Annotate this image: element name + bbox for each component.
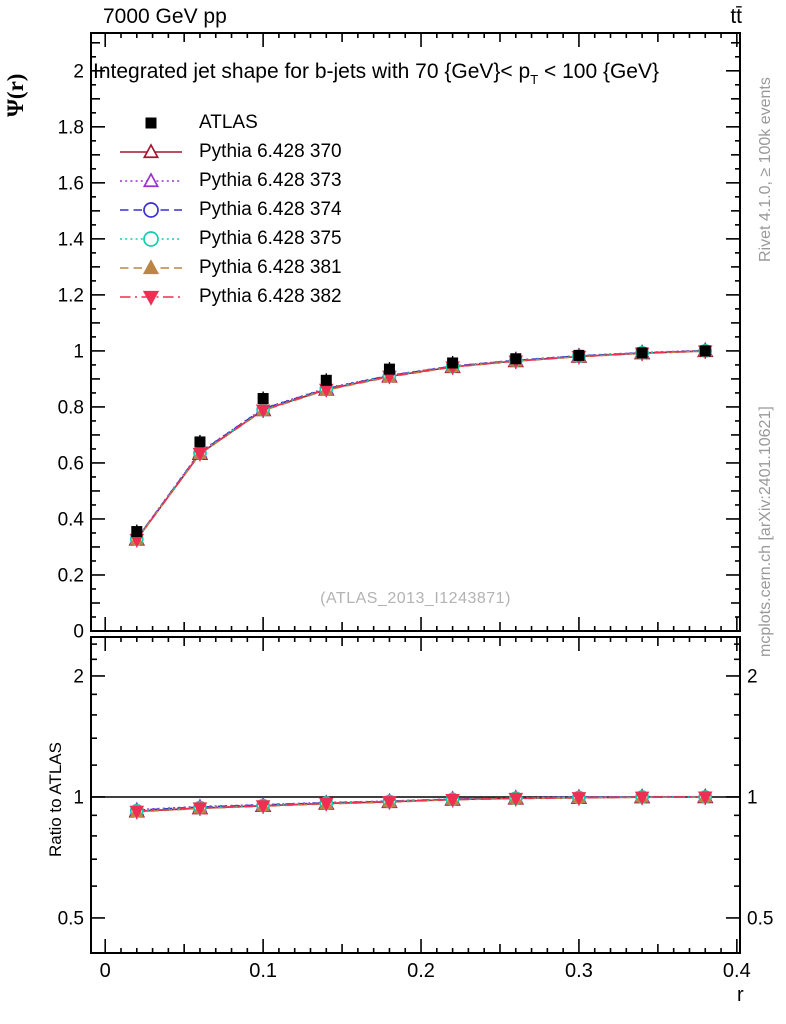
ratio-y-tick-label: 2 <box>73 666 84 688</box>
main-y-tick-label: 0 <box>73 621 84 643</box>
legend-item-pythia-6-428-373 <box>118 166 342 195</box>
y-axis-title: Ψ(r) <box>3 73 28 117</box>
ratio-line-3 <box>137 797 705 811</box>
legend <box>118 108 342 311</box>
series-line-5 <box>137 351 705 540</box>
main-y-tick-label: 1.4 <box>57 229 84 251</box>
legend-label: Pythia 6.428 382 <box>199 285 342 307</box>
legend-label: Pythia 6.428 373 <box>199 169 342 191</box>
main-y-tick-label: 0.8 <box>57 397 84 419</box>
main-y-tick-label: 1 <box>73 341 84 363</box>
ratio-y-tick-label-right: 2 <box>747 666 758 688</box>
process-label: tt̄ <box>730 5 742 28</box>
ratio-y-tick-label-right: 1 <box>747 787 758 809</box>
ratio-line-0 <box>137 797 705 811</box>
ratio-y-tick-label: 1 <box>73 787 84 809</box>
legend-item-pythia-6-428-374 <box>118 195 342 224</box>
ratio-axis-title: Ratio to ATLAS <box>46 742 65 857</box>
x-axis-title: r <box>737 984 744 1006</box>
legend-marker-series <box>118 168 184 194</box>
main-y-tick-label: 1.6 <box>57 173 84 195</box>
legend-item-pythia-6-428-382 <box>118 282 342 311</box>
main-y-tick-label: 1.8 <box>57 117 84 139</box>
main-y-tick-label: 1.2 <box>57 285 84 307</box>
series-line-3 <box>137 351 705 539</box>
ratio-line-4 <box>137 797 705 812</box>
main-y-tick-label: 0.6 <box>57 453 84 475</box>
series-line-2 <box>137 351 705 539</box>
series-line-0 <box>137 351 705 540</box>
x-axis-tick-labels <box>100 960 751 982</box>
legend-marker-series <box>118 284 184 310</box>
plot-title-text: Integrated jet shape for b-jets with 70 {GeV}< p <box>93 60 531 83</box>
main-series <box>130 343 712 548</box>
x-tick-label: 0.3 <box>565 960 593 982</box>
legend-item-pythia-6-428-370 <box>118 137 342 166</box>
legend-marker-series <box>118 197 184 223</box>
legend-label: Pythia 6.428 375 <box>199 227 342 249</box>
legend-item-atlas <box>118 108 342 137</box>
legend-item-pythia-6-428-381 <box>118 253 342 282</box>
legend-marker-series <box>118 139 184 165</box>
plot-title <box>93 60 743 84</box>
ratio-line-5 <box>137 797 705 811</box>
series-line-1 <box>137 350 705 538</box>
x-tick-label: 0.1 <box>249 960 278 982</box>
ratio-y-axis <box>58 644 774 929</box>
ratio-y-tick-label-right: 0.5 <box>747 908 774 930</box>
legend-label: Pythia 6.428 370 <box>199 140 342 162</box>
legend-marker-series <box>118 255 184 281</box>
analysis-watermark: (ATLAS_2013_I1243871) <box>320 590 511 607</box>
main-y-tick-label: 0.4 <box>57 509 84 531</box>
mcplots-caption: mcplots.cern.ch [arXiv:2401.10621] <box>757 406 774 657</box>
plot-title-subscript: T <box>530 72 539 84</box>
x-tick-label: 0.4 <box>722 960 751 982</box>
plot-title-suffix: < 100 {GeV} <box>538 60 660 83</box>
legend-label: ATLAS <box>199 111 258 133</box>
rivet-version-caption: Rivet 4.1.0, ≥ 100k events <box>757 77 774 262</box>
legend-label: Pythia 6.428 374 <box>199 198 342 220</box>
legend-marker-atlas <box>118 110 184 136</box>
ratio-y-tick-label: 0.5 <box>57 908 84 930</box>
legend-marker-series <box>118 226 184 252</box>
main-y-tick-label: 2 <box>73 61 84 83</box>
x-tick-label: 0 <box>99 960 111 982</box>
legend-item-pythia-6-428-375 <box>118 224 342 253</box>
series-line-4 <box>137 351 705 540</box>
x-tick-label: 0.2 <box>407 960 435 982</box>
ratio-series <box>130 789 712 819</box>
main-y-tick-label: 0.2 <box>57 565 84 587</box>
beam-energy-label: 7000 GeV pp <box>103 5 227 28</box>
legend-label: Pythia 6.428 381 <box>199 256 342 278</box>
